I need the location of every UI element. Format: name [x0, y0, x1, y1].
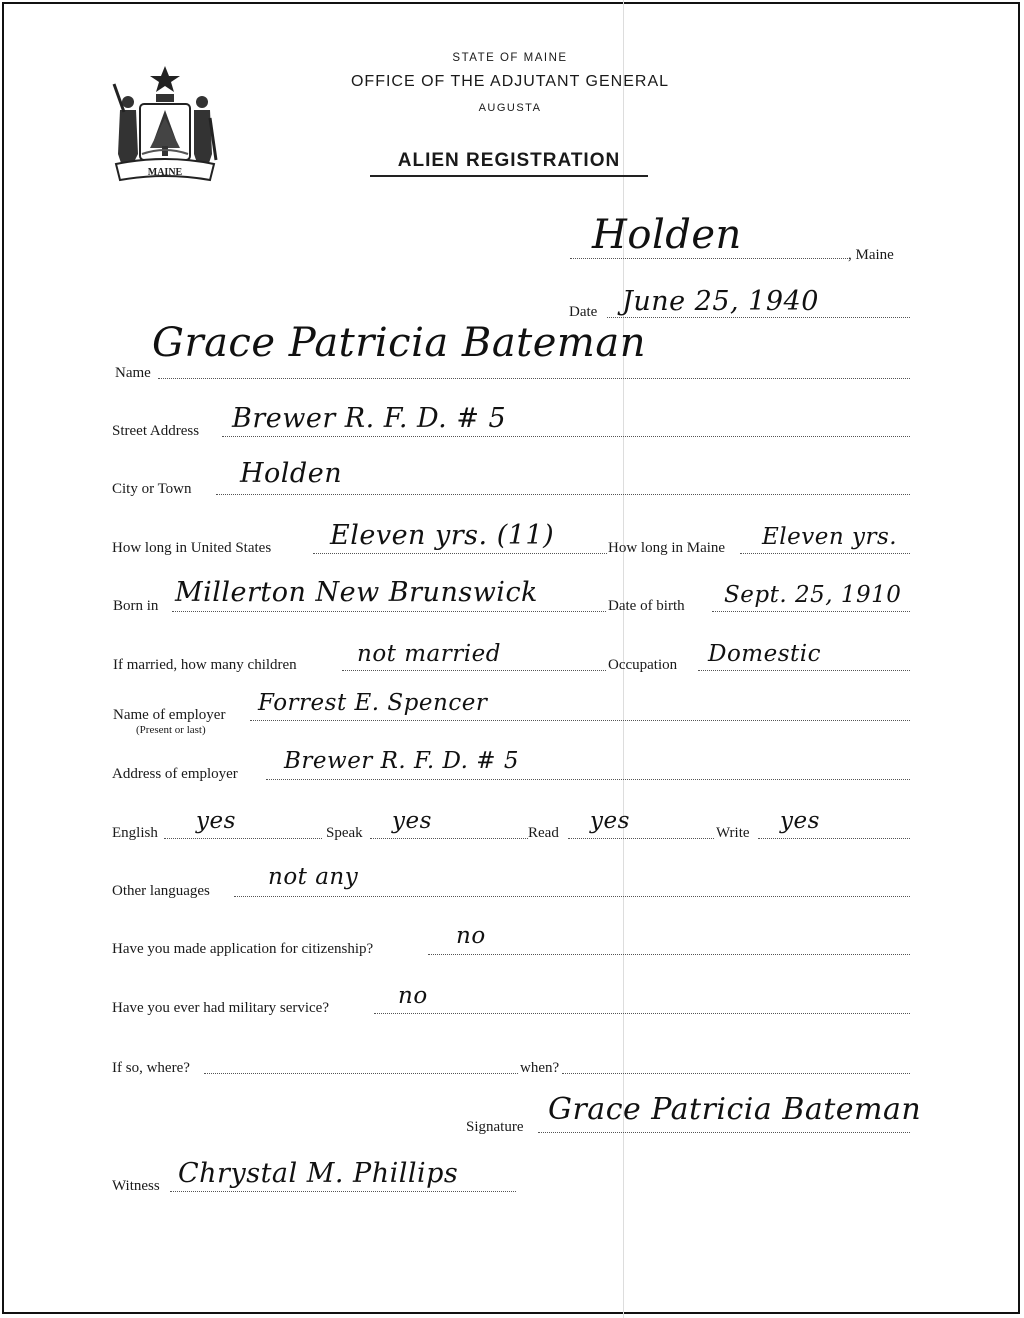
- name-value: Grace Patricia Bateman: [152, 320, 646, 366]
- other-languages-line: [234, 896, 910, 897]
- english-line: [164, 838, 322, 839]
- how-long-maine-line: [740, 553, 910, 554]
- how-long-us-line: [313, 553, 607, 554]
- city-label: City or Town: [112, 481, 192, 497]
- name-label: Name: [115, 365, 151, 381]
- where-label: If so, where?: [112, 1060, 190, 1076]
- military-line: [374, 1013, 910, 1014]
- write-value: yes: [780, 808, 820, 834]
- employer-label: Name of employer: [113, 707, 226, 723]
- city-line: [216, 494, 910, 495]
- location-line: [570, 258, 848, 259]
- date-of-birth-label: Date of birth: [608, 598, 685, 614]
- date-of-birth-value: Sept. 25, 1910: [724, 582, 902, 608]
- city-value: Holden: [240, 458, 343, 489]
- street-label: Street Address: [112, 423, 200, 439]
- write-label: Write: [716, 825, 750, 841]
- form-title: ALIEN REGISTRATION: [370, 150, 648, 177]
- other-languages-value: not any: [268, 864, 359, 890]
- military-label: Have you ever had military service?: [112, 1000, 329, 1016]
- born-in-value: Millerton New Brunswick: [175, 577, 538, 608]
- citizenship-value: no: [456, 923, 486, 949]
- employer-address-label: Address of employer: [112, 766, 238, 782]
- employer-address-value: Brewer R. F. D. # 5: [284, 748, 520, 774]
- children-value: not married: [357, 641, 501, 667]
- children-line: [342, 670, 606, 671]
- occupation-line: [698, 670, 910, 671]
- header-office: OFFICE OF THE ADJUTANT GENERAL: [350, 73, 670, 90]
- citizenship-label: Have you made application for citizenship?: [112, 941, 374, 957]
- employer-address-line: [266, 779, 910, 780]
- street-line: [222, 436, 910, 437]
- witness-value: Chrystal M. Phillips: [178, 1158, 459, 1189]
- seal-banner-text: MAINE: [147, 167, 183, 178]
- witness-label: Witness: [112, 1178, 160, 1194]
- military-value: no: [398, 983, 428, 1009]
- english-label: English: [112, 825, 158, 841]
- name-line: [158, 378, 910, 379]
- speak-value: yes: [392, 808, 432, 834]
- employer-value: Forrest E. Spencer: [258, 690, 488, 716]
- signature-label: Signature: [466, 1119, 524, 1135]
- date-line: [607, 317, 910, 318]
- born-in-label: Born in: [113, 598, 159, 614]
- location-value: Holden: [592, 212, 742, 258]
- when-line: [562, 1073, 910, 1074]
- header-state: STATE OF MAINE: [452, 52, 568, 64]
- write-line: [758, 838, 910, 839]
- where-line: [204, 1073, 518, 1074]
- signature-value: Grace Patricia Bateman: [548, 1092, 922, 1127]
- speak-label: Speak: [326, 825, 363, 841]
- date-label: Date: [569, 304, 598, 320]
- children-label: If married, how many children: [113, 657, 297, 673]
- witness-line: [170, 1191, 516, 1192]
- date-value: June 25, 1940: [622, 286, 819, 317]
- header-city: AUGUSTA: [478, 102, 542, 114]
- how-long-us-label: How long in United States: [112, 540, 272, 556]
- occupation-label: Occupation: [608, 657, 678, 673]
- how-long-maine-label: How long in Maine: [608, 540, 726, 556]
- how-long-maine-value: Eleven yrs.: [762, 524, 898, 550]
- how-long-us-value: Eleven yrs. (11): [330, 520, 555, 551]
- speak-line: [370, 838, 528, 839]
- when-label: when?: [520, 1060, 560, 1076]
- street-value: Brewer R. F. D. # 5: [232, 403, 507, 434]
- other-languages-label: Other languages: [112, 883, 210, 899]
- read-label: Read: [528, 825, 559, 841]
- read-line: [568, 838, 714, 839]
- read-value: yes: [590, 808, 630, 834]
- location-suffix: , Maine: [848, 247, 894, 263]
- born-in-line: [172, 611, 606, 612]
- occupation-value: Domestic: [708, 641, 821, 667]
- employer-sublabel: (Present or last): [136, 724, 206, 736]
- citizenship-line: [428, 954, 910, 955]
- date-of-birth-line: [712, 611, 910, 612]
- employer-line: [250, 720, 910, 721]
- signature-line: [538, 1132, 910, 1133]
- english-value: yes: [196, 808, 236, 834]
